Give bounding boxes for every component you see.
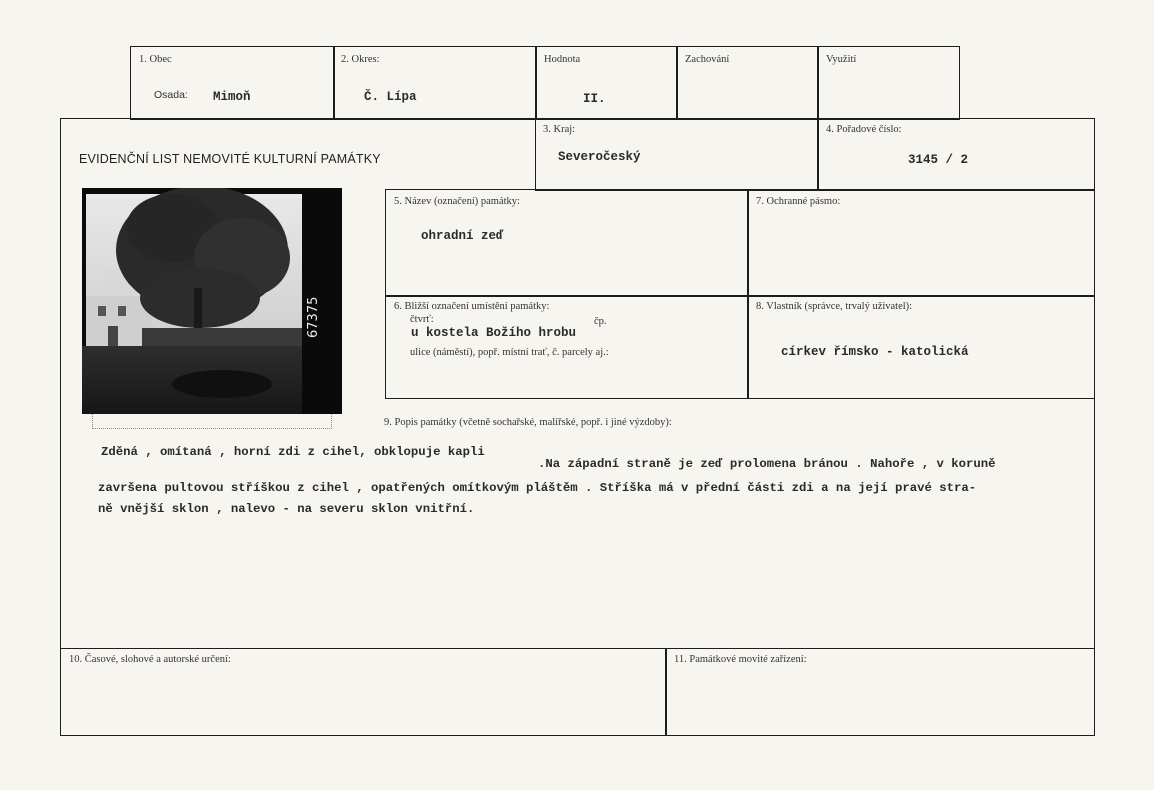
osada-value: Mimoň: [213, 90, 251, 104]
photo-caption-line: [92, 414, 332, 429]
zarizeni-label: 11. Památkové movité zařízení:: [674, 654, 807, 665]
cp-label: čp.: [594, 316, 607, 327]
popis-label: 9. Popis památky (včetně sochařské, malířské, popř. i jiné výzdoby):: [384, 417, 672, 428]
popis-line-3: ně vnější sklon , nalevo - na severu sklon vnitřní.: [98, 502, 475, 516]
vyuziti-label: Využití: [826, 54, 857, 65]
umisteni-value: u kostela Božího hrobu: [411, 326, 577, 340]
pasmo-label: 7. Ochranné pásmo:: [756, 196, 841, 207]
popis-line-1a: Zděná , omítaná , horní zdi z cihel, obklopuje kapli: [101, 445, 485, 459]
photo-stamp: 67375: [306, 296, 321, 338]
kraj-value: Severočeský: [558, 150, 641, 164]
osada-label: Osada:: [154, 89, 188, 101]
hodnota-label: Hodnota: [544, 54, 581, 65]
urceni-label: 10. Časové, slohové a autorské určení:: [69, 654, 231, 665]
kraj-label: 3. Kraj:: [543, 124, 576, 135]
ulice-label: ulice (náměstí), popř. místní trať, č. parcely aj.:: [410, 347, 609, 358]
okres-label: 2. Okres:: [341, 54, 380, 65]
obec-label: 1. Obec: [139, 54, 172, 65]
vlastnik-value: církev římsko - katolická: [781, 345, 969, 359]
okres-value: Č. Lípa: [364, 90, 417, 104]
poradove-value: 3145 / 2: [908, 153, 969, 167]
vlastnik-label: 8. Vlastník (správce, trvalý uživatel):: [756, 301, 913, 312]
poradove-label: 4. Pořadové číslo:: [826, 124, 902, 135]
zachovani-label: Zachování: [685, 54, 730, 65]
popis-line-1b: .Na západní straně je zeď prolomena bránou . Nahoře , v koruně: [538, 457, 996, 471]
nazev-value: ohradní zeď: [421, 229, 504, 243]
popis-line-2: završena pultovou stříškou z cihel , opatřených omítkovým pláštěm . Stříška má v přední části zdi a na její pravé stra-: [98, 481, 977, 495]
photo-image: [82, 188, 342, 414]
umisteni-label: 6. Bližší označení umístění památky:: [394, 301, 550, 312]
hodnota-value: II.: [583, 92, 606, 106]
ctvrt-label: čtvrť:: [410, 314, 434, 325]
form-title: EVIDENČNÍ LIST NEMOVITÉ KULTURNÍ PAMÁTKY: [79, 152, 381, 166]
monument-photo: [82, 188, 342, 414]
nazev-label: 5. Název (označení) památky:: [394, 196, 520, 207]
